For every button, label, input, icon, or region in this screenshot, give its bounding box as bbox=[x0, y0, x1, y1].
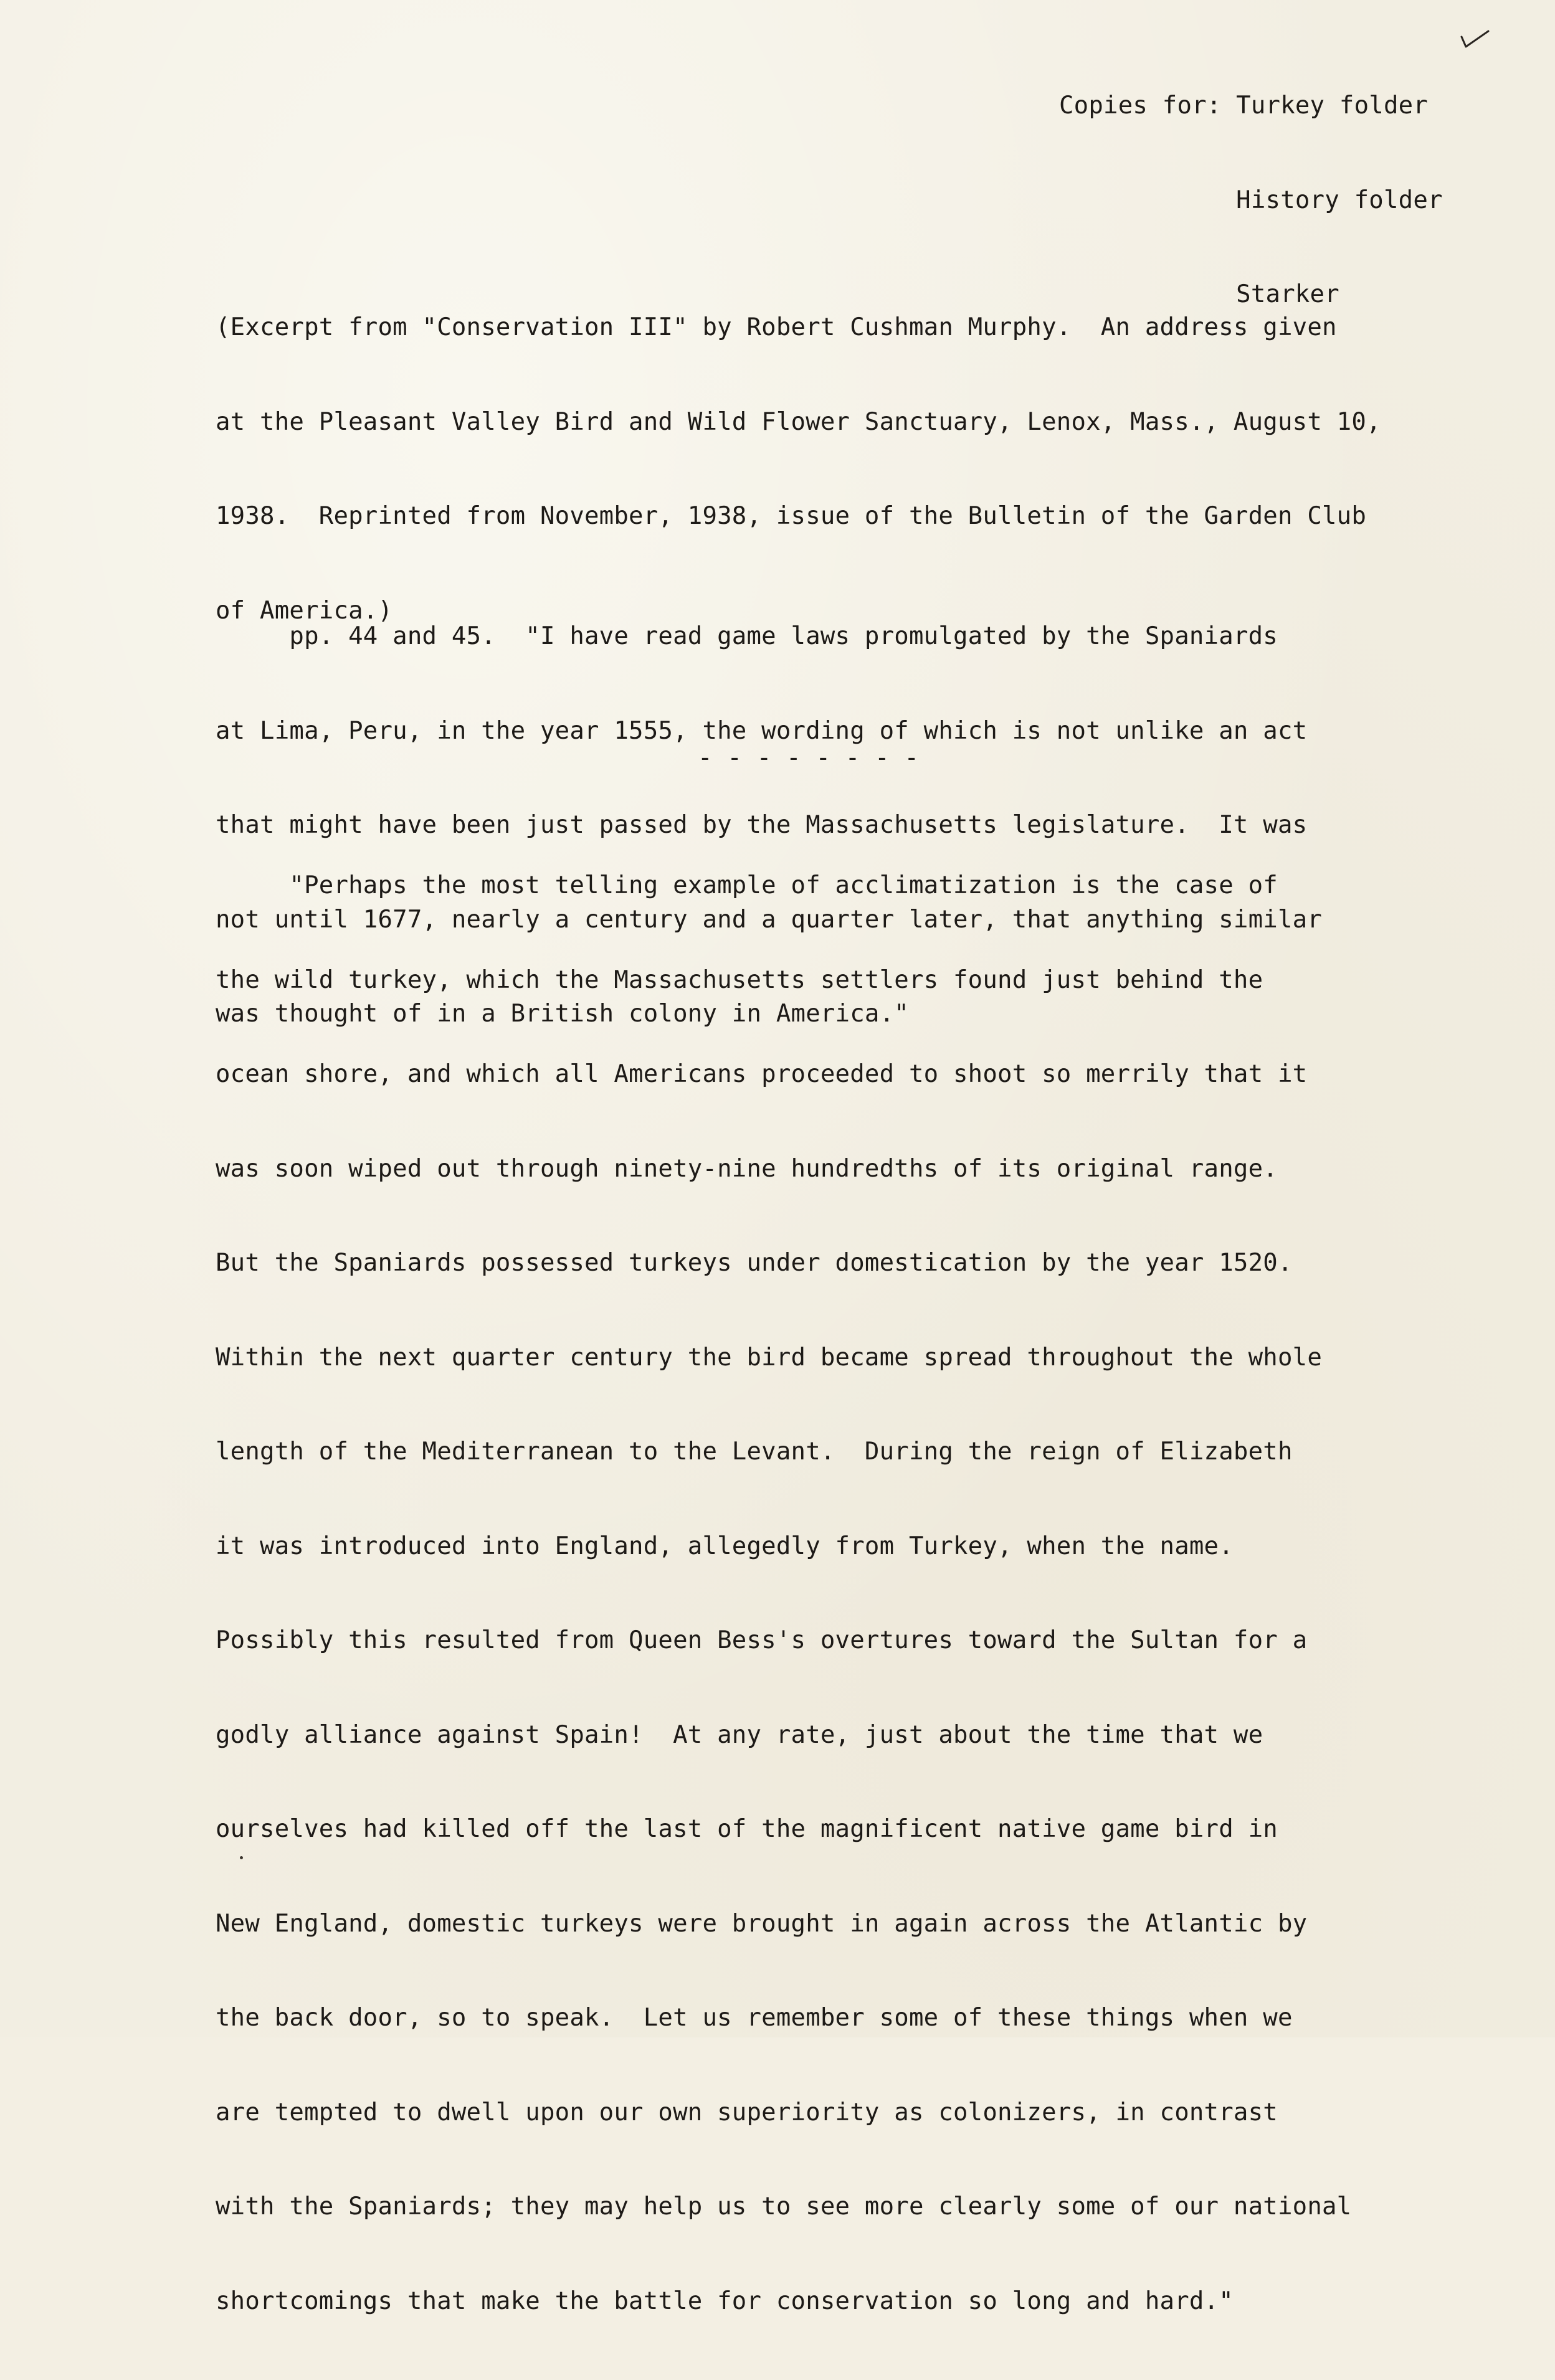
text-line: length of the Mediterranean to the Levant. During the reign of Elizabeth bbox=[216, 1438, 1293, 1466]
text-line: Within the next quarter century the bird became spread throughout the whole bbox=[216, 1343, 1322, 1372]
copies-line: History folder bbox=[1059, 186, 1443, 214]
quote-wild-turkey bbox=[216, 807, 1351, 2380]
text-line: New England, domestic turkeys were brought in again across the Atlantic by bbox=[216, 1909, 1308, 1938]
text-line: ocean shore, and which all Americans proceeded to shoot so merrily that it bbox=[216, 1060, 1308, 1088]
text-line: shortcomings that make the battle for conservation so long and hard." bbox=[216, 2287, 1234, 2315]
text-line: are tempted to dwell upon our own superiority as colonizers, in contrast bbox=[216, 2098, 1278, 2126]
copies-line: Copies for: Turkey folder bbox=[1059, 92, 1428, 120]
text-line: But the Spaniards possessed turkeys under domestication by the year 1520. bbox=[216, 1249, 1293, 1277]
text-line: it was introduced into England, allegedly from Turkey, when the name. bbox=[216, 1532, 1234, 1560]
check-mark-icon bbox=[1460, 29, 1491, 50]
text-line: not until 1677, nearly a century and a quarter later, that anything similar bbox=[216, 905, 1322, 934]
text-line: the wild turkey, which the Massachusetts settlers found just behind the bbox=[216, 965, 1263, 994]
text-line: "Perhaps the most telling example of acclimatization is the case of bbox=[216, 871, 1278, 899]
text-line: 1938. Reprinted from November, 1938, issue of the Bulletin of the Garden Club bbox=[216, 502, 1367, 530]
paper-speck bbox=[240, 1856, 243, 1859]
text-line: Possibly this resulted from Queen Bess's overtures toward the Sultan for a bbox=[216, 1626, 1308, 1654]
text-line: of America.) bbox=[216, 596, 393, 625]
copies-line: Starker bbox=[1059, 280, 1339, 308]
section-separator: - - - - - - - - bbox=[698, 744, 920, 772]
text-line: ourselves had killed off the last of the magnificent native game bird in bbox=[216, 1815, 1278, 1843]
text-line: at Lima, Peru, in the year 1555, the wording of which is not unlike an act bbox=[216, 716, 1308, 745]
text-line: the back door, so to speak. Let us remember some of these things when we bbox=[216, 2004, 1293, 2032]
text-line: with the Spaniards; they may help us to see more clearly some of our national bbox=[216, 2193, 1352, 2221]
text-line: pp. 44 and 45. "I have read game laws promulgated by the Spaniards bbox=[216, 622, 1278, 650]
text-line: godly alliance against Spain! At any rate, just about the time that we bbox=[216, 1720, 1263, 1749]
text-line: at the Pleasant Valley Bird and Wild Flower Sanctuary, Lenox, Mass., August 10, bbox=[216, 407, 1381, 436]
text-line: (Excerpt from "Conservation III" by Robert Cushman Murphy. An address given bbox=[216, 313, 1337, 341]
text-line: that might have been just passed by the Massachusetts legislature. It was bbox=[216, 811, 1308, 839]
text-line: was soon wiped out through ninety-nine hundredths of its original range. bbox=[216, 1154, 1278, 1183]
text-line: was thought of in a British colony in America." bbox=[216, 1000, 909, 1028]
